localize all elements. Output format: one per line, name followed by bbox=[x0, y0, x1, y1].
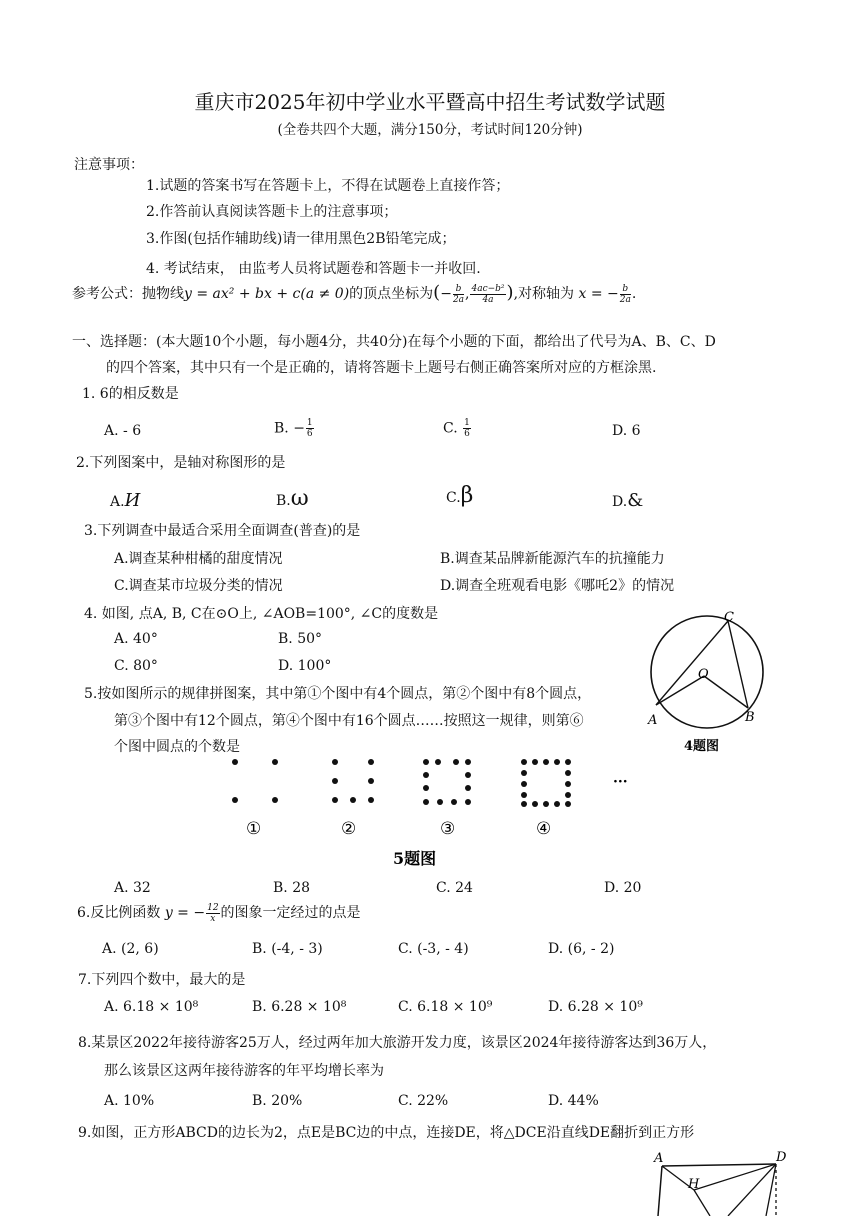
notice-item: 3.作图(包括作辅助线)请一律用黑色2B铅笔完成； bbox=[146, 231, 456, 247]
q2-c-label: C. bbox=[446, 490, 461, 506]
dot bbox=[465, 785, 471, 791]
dot bbox=[272, 797, 278, 803]
dot bbox=[554, 801, 560, 807]
dot bbox=[350, 797, 356, 803]
label-h: H bbox=[688, 1177, 700, 1192]
q4-option-a: A. 40° bbox=[114, 631, 158, 647]
dot bbox=[565, 792, 571, 798]
q2-stem: 2.下列图案中，是轴对称图形的是 bbox=[76, 455, 286, 471]
q3-option-c: C.调查某市垃圾分类的情况 bbox=[114, 578, 283, 594]
q1-b-label: B. − bbox=[274, 420, 305, 437]
q6-option-a: A. (2, 6) bbox=[102, 941, 159, 957]
side-ad bbox=[662, 1164, 776, 1166]
q2-option-c bbox=[446, 483, 473, 508]
label-d: D bbox=[776, 1150, 787, 1165]
dot bbox=[565, 759, 571, 765]
dot-pattern-4 bbox=[521, 759, 571, 807]
frac-den: 6 bbox=[306, 429, 313, 439]
label-a: A bbox=[648, 713, 658, 728]
exam-subtitle: (全卷共四个大题，满分150分，考试时间120分钟) bbox=[277, 122, 583, 138]
dot bbox=[423, 785, 429, 791]
pattern-label-3: ③ bbox=[440, 819, 456, 839]
q6-stem bbox=[77, 902, 361, 924]
q5-line3: 个图中圆点的个数是 bbox=[114, 739, 240, 755]
dot bbox=[332, 778, 338, 784]
pattern-ellipsis: ··· bbox=[613, 774, 628, 790]
segment-ao bbox=[656, 676, 704, 705]
label-a: A bbox=[654, 1151, 664, 1166]
q1-c-label: C. bbox=[443, 420, 458, 437]
q1-option-d: D. 6 bbox=[612, 423, 641, 439]
dot bbox=[565, 770, 571, 776]
dot bbox=[232, 759, 238, 765]
dot bbox=[423, 799, 429, 805]
dot bbox=[332, 759, 338, 765]
q7-option-a: A. 6.18 × 10⁸ bbox=[104, 999, 199, 1015]
frac-num: 4ac−b² bbox=[471, 283, 505, 294]
q4-option-c: C. 80° bbox=[114, 658, 158, 674]
q9-line1: 9.如图，正方形ABCD的边长为2，点E是BC边的中点，连接DE，将△DCE沿直线DE翻折到正方形 bbox=[78, 1125, 695, 1141]
notice-item: 4. 考试结束， 由监考人员将试题卷和答题卡一并收回. bbox=[146, 261, 481, 277]
q8-line1: 8.某景区2022年接待游客25万人，经过两年加大旅游开发力度，该景区2024年接待游客达到36万人， bbox=[78, 1035, 717, 1051]
formula-axis-eq: x = − bbox=[578, 286, 619, 302]
label-c: C bbox=[724, 610, 734, 625]
dot bbox=[521, 792, 527, 798]
dot bbox=[521, 770, 527, 776]
q8-option-c: C. 22% bbox=[398, 1093, 449, 1109]
dot bbox=[423, 759, 429, 765]
formula-equation: y = ax² + bx + c(a ≠ 0) bbox=[184, 286, 350, 302]
frac-num: 12 bbox=[207, 902, 219, 913]
q2-option-b bbox=[276, 486, 309, 511]
notice-item: 2.作答前认真阅读答题卡上的注意事项； bbox=[146, 204, 398, 220]
dot bbox=[423, 772, 429, 778]
q5-option-b: B. 28 bbox=[273, 880, 311, 896]
dot bbox=[368, 778, 374, 784]
frac-num: b bbox=[620, 284, 631, 295]
q2-d-symbol: & bbox=[627, 490, 644, 511]
q5-figure bbox=[210, 752, 650, 870]
q3-option-d: D.调查全班观看电影《哪吒2》的情况 bbox=[440, 578, 675, 594]
q5-line1: 5.按如图所示的规律拼图案，其中第①个图中有4个圆点，第②个图中有8个圆点， bbox=[84, 686, 592, 702]
q2-option-d bbox=[612, 490, 643, 511]
q3-option-a: A.调查某种柑橘的甜度情况 bbox=[114, 551, 283, 567]
frac-den: 2a bbox=[619, 294, 631, 305]
q7-stem: 7.下列四个数中，最大的是 bbox=[78, 972, 246, 988]
frac-den: 4a bbox=[482, 294, 494, 305]
q2-d-label: D. bbox=[612, 494, 628, 510]
q7-option-c: C. 6.18 × 10⁹ bbox=[398, 999, 493, 1015]
figure-caption: 4题图 bbox=[684, 739, 720, 754]
segment-h bbox=[694, 1190, 710, 1216]
q6-option-b: B. (-4, - 3) bbox=[252, 941, 323, 957]
pattern-label-2: ② bbox=[341, 819, 357, 839]
formula-mid: 的顶点坐标为 bbox=[349, 286, 434, 302]
dot bbox=[332, 797, 338, 803]
dot bbox=[521, 781, 527, 787]
q2-a-label: A. bbox=[110, 494, 125, 510]
formula-prefix: 参考公式：抛物线 bbox=[72, 286, 184, 302]
dot bbox=[272, 759, 278, 765]
q4-option-d: D. 100° bbox=[278, 658, 332, 674]
q2-b-symbol: ω bbox=[290, 486, 309, 511]
pattern-label-1: ① bbox=[246, 819, 262, 839]
q6-stem-post: 的图象一定经过的点是 bbox=[220, 905, 361, 921]
figure-caption: 5题图 bbox=[393, 849, 437, 868]
frac-num: 1 bbox=[306, 418, 313, 428]
section-heading-cont: 的四个答案，其中只有一个是正确的，请将答题卡上题号右侧正确答案所对应的方框涂黑. bbox=[106, 360, 657, 376]
exam-title: 重庆市2025年初中学业水平暨高中招生考试数学试题 bbox=[194, 90, 666, 114]
section-heading: 一、选择题：(本大题10个小题，每小题4分，共40分)在每个小题的下面，都给出了代号为A、B、C、D bbox=[72, 334, 716, 350]
pattern-label-4: ④ bbox=[536, 819, 552, 839]
q7-option-d: D. 6.28 × 10⁹ bbox=[548, 999, 643, 1015]
dot bbox=[368, 759, 374, 765]
q1-option-b bbox=[274, 418, 315, 439]
side-ab bbox=[658, 1166, 662, 1216]
q4-stem: 4. 如图, 点A, B, C在⊙O上, ∠AOB=100°, ∠C的度数是 bbox=[84, 606, 439, 622]
dot bbox=[368, 797, 374, 803]
dot-pattern-1 bbox=[232, 759, 278, 803]
label-b: B bbox=[745, 710, 755, 725]
formula-axis-text: ,对称轴为 bbox=[513, 286, 575, 302]
frac-den: x bbox=[210, 913, 216, 924]
q8-line2: 那么该景区这两年接待游客的年平均增长率为 bbox=[104, 1063, 384, 1079]
q5-option-d: D. 20 bbox=[604, 880, 642, 896]
q2-b-label: B. bbox=[276, 493, 291, 509]
dot bbox=[554, 759, 560, 765]
dot bbox=[435, 759, 441, 765]
dot bbox=[437, 799, 443, 805]
dot bbox=[565, 801, 571, 807]
q5-line2: 第③个图中有12个圆点，第④个图中有16个圆点……按照这一规律，则第⑥ bbox=[114, 713, 584, 729]
q6-stem-pre: 6.反比例函数 bbox=[77, 905, 161, 921]
q1-stem: 1. 6的相反数是 bbox=[82, 386, 179, 402]
dot bbox=[543, 801, 549, 807]
reference-formula: 参考公式：抛物线y = ax² + bx + c(a ≠ 0)的顶点坐标为(− $\frac{b}{2a}$ , $\frac{\text{4ac−b²}}{4a}$ ),对称轴为 x = − $\frac{b}{2a}$ . bbox=[72, 282, 637, 305]
q3-option-b: B.调查某品牌新能源汽车的抗撞能力 bbox=[440, 551, 665, 567]
q5-option-a: A. 32 bbox=[114, 880, 151, 896]
q3-stem: 3.下列调查中最适合采用全面调查(普查)的是 bbox=[84, 523, 361, 539]
q8-option-b: B. 20% bbox=[252, 1093, 303, 1109]
q6-option-d: D. (6, - 2) bbox=[548, 941, 615, 957]
frac-num: b bbox=[453, 284, 464, 295]
dot bbox=[465, 759, 471, 765]
q4-option-b: B. 50° bbox=[278, 631, 323, 647]
dot bbox=[543, 759, 549, 765]
q2-c-symbol: β bbox=[460, 483, 474, 508]
dot bbox=[521, 759, 527, 765]
dot bbox=[451, 799, 457, 805]
frac-num: 1 bbox=[464, 418, 470, 428]
dot bbox=[465, 772, 471, 778]
q8-option-a: A. 10% bbox=[104, 1093, 155, 1109]
dot bbox=[453, 759, 459, 765]
q7-option-b: B. 6.28 × 10⁸ bbox=[252, 999, 347, 1015]
dot bbox=[532, 759, 538, 765]
frac-den: 6 bbox=[464, 429, 470, 439]
dot bbox=[465, 799, 471, 805]
q1-option-a: A. - 6 bbox=[104, 423, 142, 439]
dot bbox=[532, 801, 538, 807]
q2-option-a bbox=[110, 490, 140, 511]
q9-figure bbox=[648, 1146, 794, 1216]
notice-item: 1.试题的答案书写在答题卡上，不得在试题卷上直接作答； bbox=[146, 178, 510, 194]
q4-figure bbox=[640, 610, 780, 758]
dot bbox=[232, 797, 238, 803]
q6-eq: y = − bbox=[164, 905, 206, 921]
q2-a-symbol: И bbox=[124, 490, 141, 511]
dot-pattern-3 bbox=[423, 759, 471, 805]
dot bbox=[565, 781, 571, 787]
dot bbox=[521, 801, 527, 807]
q5-option-c: C. 24 bbox=[436, 880, 473, 896]
label-o: O bbox=[698, 667, 709, 682]
segment-fold bbox=[766, 1164, 776, 1216]
frac-den: 2a bbox=[452, 294, 465, 305]
q6-option-c: C. (-3, - 4) bbox=[398, 941, 469, 957]
dot-pattern-2 bbox=[332, 759, 374, 803]
q1-option-c bbox=[443, 418, 472, 439]
q8-option-d: D. 44% bbox=[548, 1093, 599, 1109]
notice-heading: 注意事项： bbox=[74, 157, 144, 173]
